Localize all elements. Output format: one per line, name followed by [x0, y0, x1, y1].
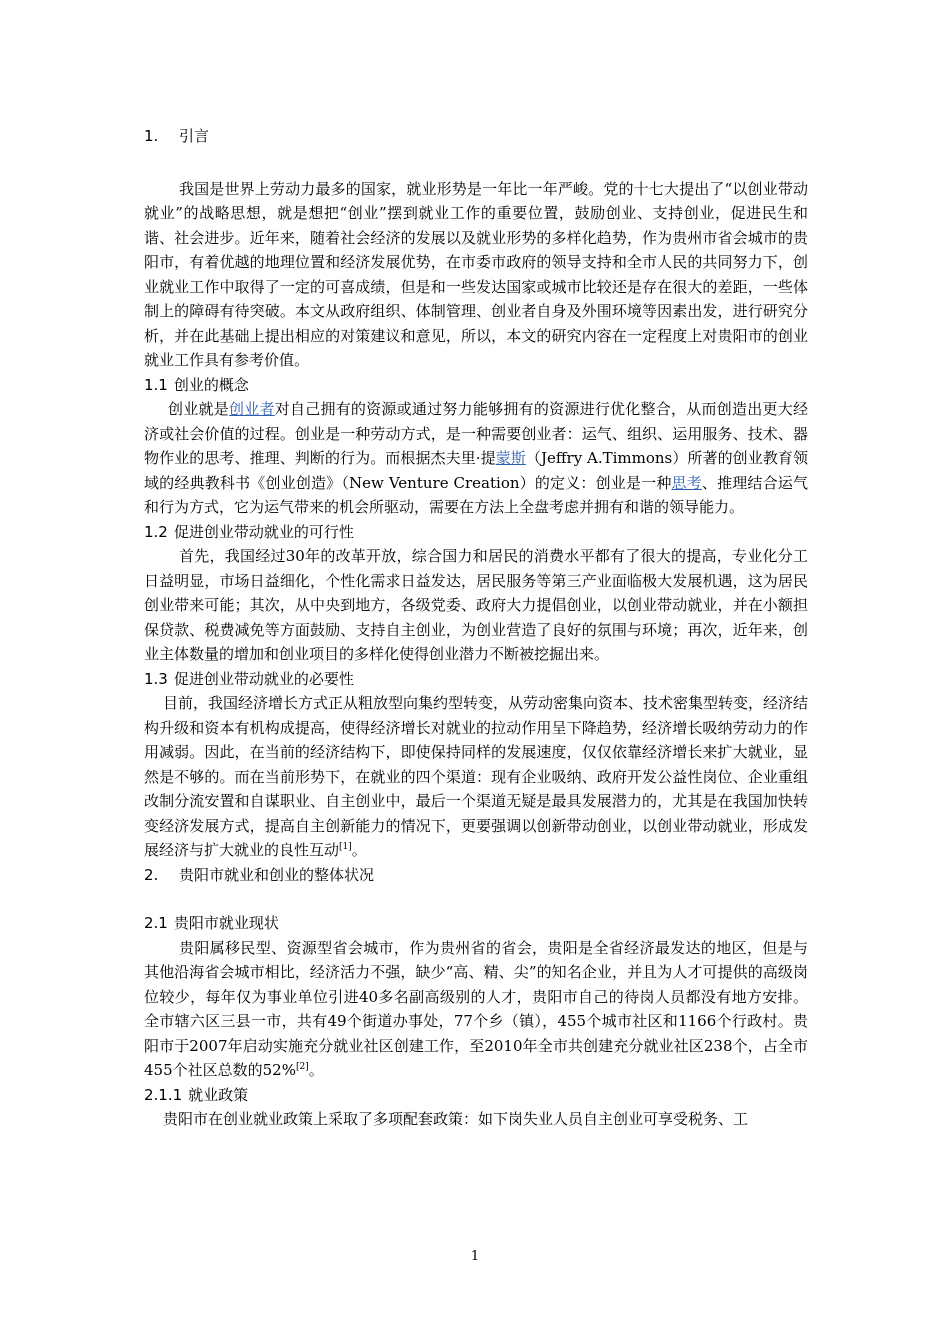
- section-heading-1-1: [144, 373, 808, 398]
- section-title: 促进创业带动就业的必要性: [173, 669, 354, 688]
- text-run: 。: [308, 1061, 324, 1079]
- policy-paragraph: 贵阳市在创业就业政策上采取了多项配套政策：如下岗失业人员自主创业可享受税务、工: [163, 1110, 749, 1128]
- section-title: 引言: [179, 127, 210, 145]
- feasibility-paragraph: 首先，我国经过30年的改革开放，综合国力和居民的消费水平都有了很大的提高，专业化分工日益明显，市场日益细化，个性化需求日益发达，居民服务等第三产业面临极大发展机遇，这为居民创业带来可能；其次，从中央到地方，各级党委、政府大力提倡创业，以创业带动就业，并在小额担保贷款、税费减免等方面鼓励、支持自主创业，为创业营造了良好的氛围与环境；再次，近年来，创业主体数量的增加和创业项目的多样化使得创业潜力不断被挖掘出来。: [144, 547, 808, 663]
- text-run: 贵阳属移民型、资源型省会城市，作为贵州省的省会，贵阳是全省经济最发达的地区，但是与其他沿海省会城市相比，经济活力不强，缺少“高、精、尖”的知名企业，并且为人才可提供的高级岗位较少，每年仅为事业单位引进40多名副高级别的人才，贵阳市自己的待岗人员都没有地方安排。全市辖六区三县一市，共有49个街道办事处，77个乡（镇），455个城市社区和1166个行政村。贵阳市于2007年启动实施充分就业社区创建工作，至2010年全市共创建充分就业社区238个，占全市455个社区总数的52%: [144, 938, 808, 1079]
- employment-status-paragraph: [144, 936, 808, 1083]
- link-timmons[interactable]: 蒙斯: [495, 449, 526, 467]
- section-title: 贵阳市就业现状: [173, 914, 279, 932]
- section-heading-1-3: [144, 667, 808, 692]
- citation-ref[interactable]: [1]: [339, 842, 352, 852]
- text-run: 目前，我国经济增长方式正从粗放型向集约型转变，从劳动密集向资本、技术密集型转变，经济结构升级和资本有机构成提高，使得经济增长对就业的拉动作用呈下降趋势，经济增长吸纳劳动力的作用减弱。因此，在当前的经济结构下，即使保持同样的发展速度，仅仅依靠经济增长来扩大就业，显然是不够的。而在当前形势下，在就业的四个渠道：现有企业吸纳、政府开发公益性岗位、企业重组改制分流安置和自谋职业、自主创业中，最后一个渠道无疑是最具发展潜力的，尤其是在我国加快转变经济发展方式，提高自主创新能力的情况下，更要强调以创新带动创业，以创业带动就业，形成发展经济与扩大就业的良性互动: [144, 694, 809, 859]
- page-number: 1: [470, 1249, 480, 1264]
- section-number: 1.2: [144, 522, 168, 541]
- section-heading-2-1-1: [144, 1083, 808, 1108]
- section-number: 1.1: [144, 375, 168, 394]
- document-body: [144, 124, 808, 1132]
- citation-ref[interactable]: [2]: [295, 1062, 309, 1072]
- intro-paragraph: 我国是世界上劳动力最多的国家，就业形势是一年比一年严峻。党的十七大提出了“以创业带动就业”的战略思想，就是想把“创业”摆到就业工作的重要位置，鼓励创业、支持创业，促进民生和谐、社会进步。近年来，随着社会经济的发展以及就业形势的多样化趋势，作为贵州市省会城市的贵阳市，有着优越的地理位置和经济发展优势，在市委市政府的领导支持和全市人民的共同努力下，创业就业工作中取得了一定的可喜成绩，但是和一些发达国家或城市比较还是存在很大的差距，一些体制上的障碍有待突破。本文从政府组织、体制管理、创业者自身及外围环境等因素出发，进行研究分析，并在此基础上提出相应的对策建议和意见，所以，本文的研究内容在一定程度上对贵阳市的创业就业工作具有参考价值。: [144, 179, 808, 369]
- section-number: 2.: [144, 865, 159, 884]
- text-run: 创业就是: [168, 400, 229, 418]
- section-title: 促进创业带动就业的可行性: [173, 522, 354, 541]
- link-entrepreneur[interactable]: 创业者: [228, 400, 275, 418]
- necessity-paragraph: [144, 691, 808, 863]
- section-heading-1: [144, 124, 808, 149]
- section-number: 2.1: [144, 914, 168, 932]
- section-heading-1-2: [144, 520, 808, 545]
- section-title: 创业的概念: [173, 375, 249, 394]
- text-run: 对自己拥有的资源或通过努力能够拥有的资源进行优化整合，从而创造出更大经济或社会价值的过程。创业是一种劳动方式，是一种需要创业者：运气、组织、运用服务、技术、器物作业的思考、推理、判断的行为。而根据杰夫里·提: [144, 400, 808, 467]
- section-heading-2: [144, 863, 808, 888]
- text-run: （Jeffry A.Timmons）所著的创业教育领域的经典教科书《创业创造》（New Venture Creation）的定义：创业是一种: [144, 449, 808, 492]
- section-number: 2.1.1: [144, 1085, 183, 1104]
- concept-paragraph: [144, 397, 808, 520]
- section-number: 1.3: [144, 669, 168, 688]
- link-thinking[interactable]: 思考: [671, 473, 702, 492]
- section-title: 贵阳市就业和创业的整体状况: [179, 865, 375, 884]
- text-run: 、推理结合运气和行为方式，它为运气带来的机会所驱动，需要在方法上全盘考虑并拥有和谐的领导能力。: [144, 473, 808, 516]
- section-title: 就业政策: [188, 1085, 249, 1104]
- section-number: 1.: [144, 127, 159, 145]
- section-heading-2-1: [144, 911, 808, 936]
- text-run: 。: [351, 841, 367, 859]
